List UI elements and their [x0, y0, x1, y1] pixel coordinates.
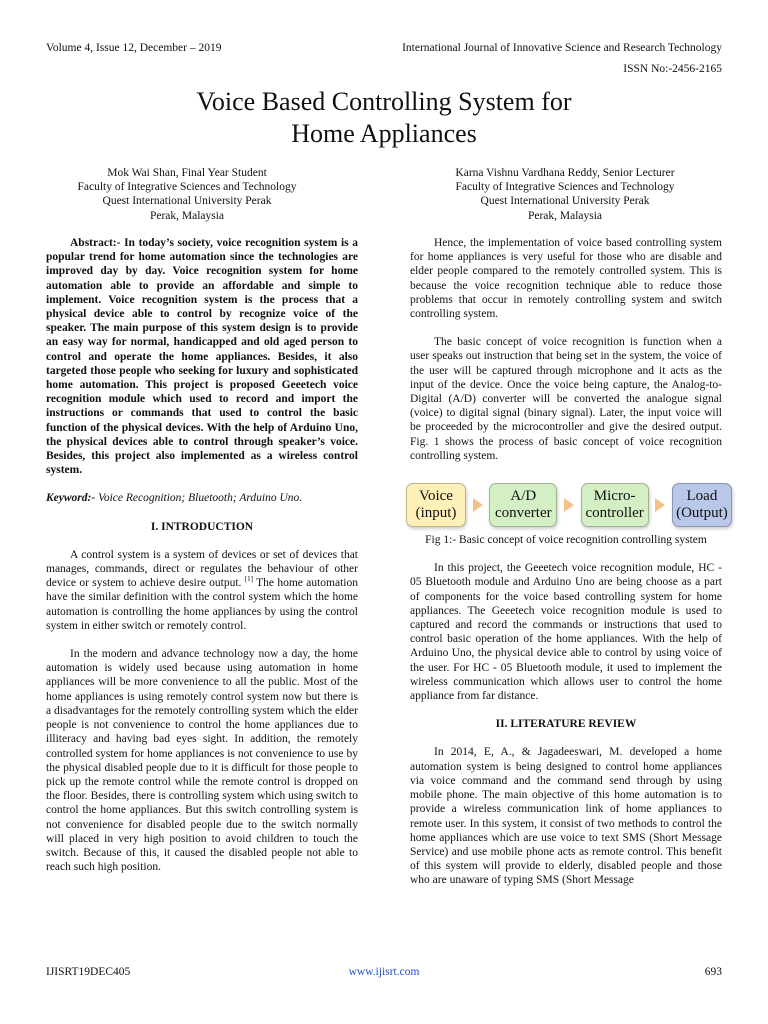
box-ad-line-1: A/D: [510, 488, 537, 505]
paper-title-line-2: Home Appliances: [291, 119, 477, 148]
arrow-right-icon: [564, 498, 574, 512]
figure-1-caption: Fig 1:- Basic concept of voice recognition controlling system: [425, 534, 707, 547]
author-1-faculty: Faculty of Integrative Sciences and Technology: [77, 181, 297, 194]
author-2-faculty: Faculty of Integrative Sciences and Technology: [455, 181, 675, 194]
box-voice-line-2: (input): [415, 505, 457, 522]
left-column: [46, 236, 358, 874]
footer-paper-id: IJISRT19DEC405: [46, 966, 131, 978]
footer-website-link[interactable]: www.ijisrt.com: [348, 966, 420, 978]
author-2-name: Karna Vishnu Vardhana Reddy, Senior Lecturer: [455, 167, 675, 179]
author-1-university: Quest International University Perak: [102, 195, 272, 208]
author-1-location: Perak, Malaysia: [149, 209, 225, 222]
arrow-right-icon: [473, 498, 483, 512]
abstract: [46, 236, 358, 477]
footer-page-number: 693: [704, 966, 722, 978]
intro-p1-text-b: The home automation have the similar definition with the control system which the home automation is controlling the home appliances by using the control system in either switch or remotely control.: [46, 577, 358, 632]
author-block-2: [400, 166, 730, 223]
keywords: [46, 491, 358, 505]
header-volume: Volume 4, Issue 12, December – 2019: [46, 42, 222, 54]
figure-1-diagram: [406, 483, 732, 527]
author-2-university: Quest International University Perak: [480, 195, 650, 208]
diagram-box-load-output: [672, 483, 732, 527]
citation-ref-1: [1]: [244, 575, 253, 584]
right-paragraph-4: In 2014, E, A., & Jagadeeswari, M. developed a home automation system is being designed to control home appliances via voice command and the command send through by using mobile phone. The main objective of this home automation is to provide a wireless communication link of home appliances to remote user. In this system, it consist of two methods to control the home appliances which are use voice to text SMS (Short Message Service) and use mobile phone acts as remote control. This benefit of this system will provide to elderly, disabled people and those who are unaware of typing SMS (Short Message: [410, 746, 722, 887]
section-heading-introduction: I. INTRODUCTION: [150, 520, 254, 533]
author-2-location: Perak, Malaysia: [527, 209, 603, 222]
box-micro-line-1: Micro-: [593, 488, 636, 505]
right-paragraph-1: Hence, the implementation of voice based controlling system for home appliances is very useful for those who are disable and elder people compared to the remotely controlled system. This is because the voice recognition technique able to reduce those problems that occur in remotely controlling system and switch controlling system.: [410, 237, 722, 321]
author-1-name: Mok Wai Shan, Final Year Student: [107, 167, 267, 179]
keyword-text: Voice Recognition; Bluetooth; Arduino Uno.: [95, 492, 303, 505]
paper-title: [0, 86, 768, 150]
intro-p1-text-a: A control system is a system of devices or set of devices that manages, commands, direct or regulates the behaviour of other device or system to achieve desire output.: [46, 548, 358, 590]
box-load-line-1: Load: [686, 488, 718, 505]
right-paragraph-3: In this project, the Geeetech voice recognition module, HC - 05 Bluetooth module and Arduino Uno are being choose as a part of components for the voice based controlling system for home appliances. The Geeetech voice recognition module is used to captured and record the commands or instructions that used to control basic operation of the home appliances. With the help of Arduino Uno, the physical device able to control by using voice of the user. For HC - 05 Bluetooth module, it used to implement the wireless communication which allows user to control the home appliance from far distance.: [410, 562, 722, 703]
box-load-line-2: (Output): [676, 505, 728, 522]
abstract-text: In today’s society, voice recognition system is a popular trend for home automation since the technologies are improved day by day. Voice recognition system for home automation able to provide an affordable and simple to implement. Voice recognition system is the process that a physical device able to control by recognize voice of the speaker. The main purpose of this system design is to provide an easy way for normal, handicapped and old aged person to control and operate the home appliances. Besides, it also targeted those people who seeking for luxury and sophisticated home automation. This project is proposed Geeetech voice recognition module which used to record and import the instructions or commands that used to control the basic function of the physical devices. With the help of Arduino Uno, the physical devices able to control through speaker’s voice. Besides, this project also implemented as a wireless control system.: [46, 237, 358, 477]
header-journal: International Journal of Innovative Science and Research Technology: [402, 42, 722, 54]
diagram-box-ad-converter: [489, 483, 557, 527]
right-column: [410, 236, 728, 888]
box-micro-line-2: controller: [585, 505, 644, 522]
intro-paragraph-1: [46, 548, 358, 633]
abstract-label: Abstract:-: [70, 237, 121, 249]
author-block-1: [22, 166, 352, 223]
right-paragraph-2: The basic concept of voice recognition is function when a user speaks out instruction that being set in the system, the voice of the user will be captured through microphone and it acts as the input of the device. Once the voice being capture, the Analog-to-Digital (A/D) converter will be converted the analogue signal (voice) to digital signal (binary signal). Later, the input voice will be proceeded by the microcontroller and give the desired output. Fig. 1 shows the process of basic concept of voice recognition controlling system.: [410, 336, 722, 462]
arrow-right-icon: [655, 498, 665, 512]
box-ad-line-2: converter: [494, 505, 552, 522]
box-voice-line-1: Voice: [419, 488, 453, 505]
diagram-box-microcontroller: [581, 483, 649, 527]
diagram-box-voice-input: [406, 483, 466, 527]
header-issn: ISSN No:-2456-2165: [623, 63, 722, 75]
paper-title-line-1: Voice Based Controlling System for: [196, 87, 572, 116]
keyword-label: Keyword:-: [46, 492, 96, 505]
section-heading-literature-review: II. LITERATURE REVIEW: [495, 718, 637, 731]
intro-paragraph-2: In the modern and advance technology now a day, the home automation is widely used because using automation in home appliances will be more convenience to all the public. Most of the home appliances is using remotely control system now but there is a disadvantages for the remotely controlling system which the elder people is not convenience to control the home appliances due to illiteracy and having bad eyes sight. In addition, the remotely controlled system for home appliances is not convenience to use by the physical disabled people due to it is difficult for those people to pick up the remote control while the remote control is dropped on the floor. Besides, there is controlling system which using switch to control the home appliances. But this switch controlling system is not convenience for disabled people due to the switch normally will placed in very high position to avoid children to touch the switch. Because of this, it caused the disabled people not able to reach such high position.: [46, 648, 358, 874]
